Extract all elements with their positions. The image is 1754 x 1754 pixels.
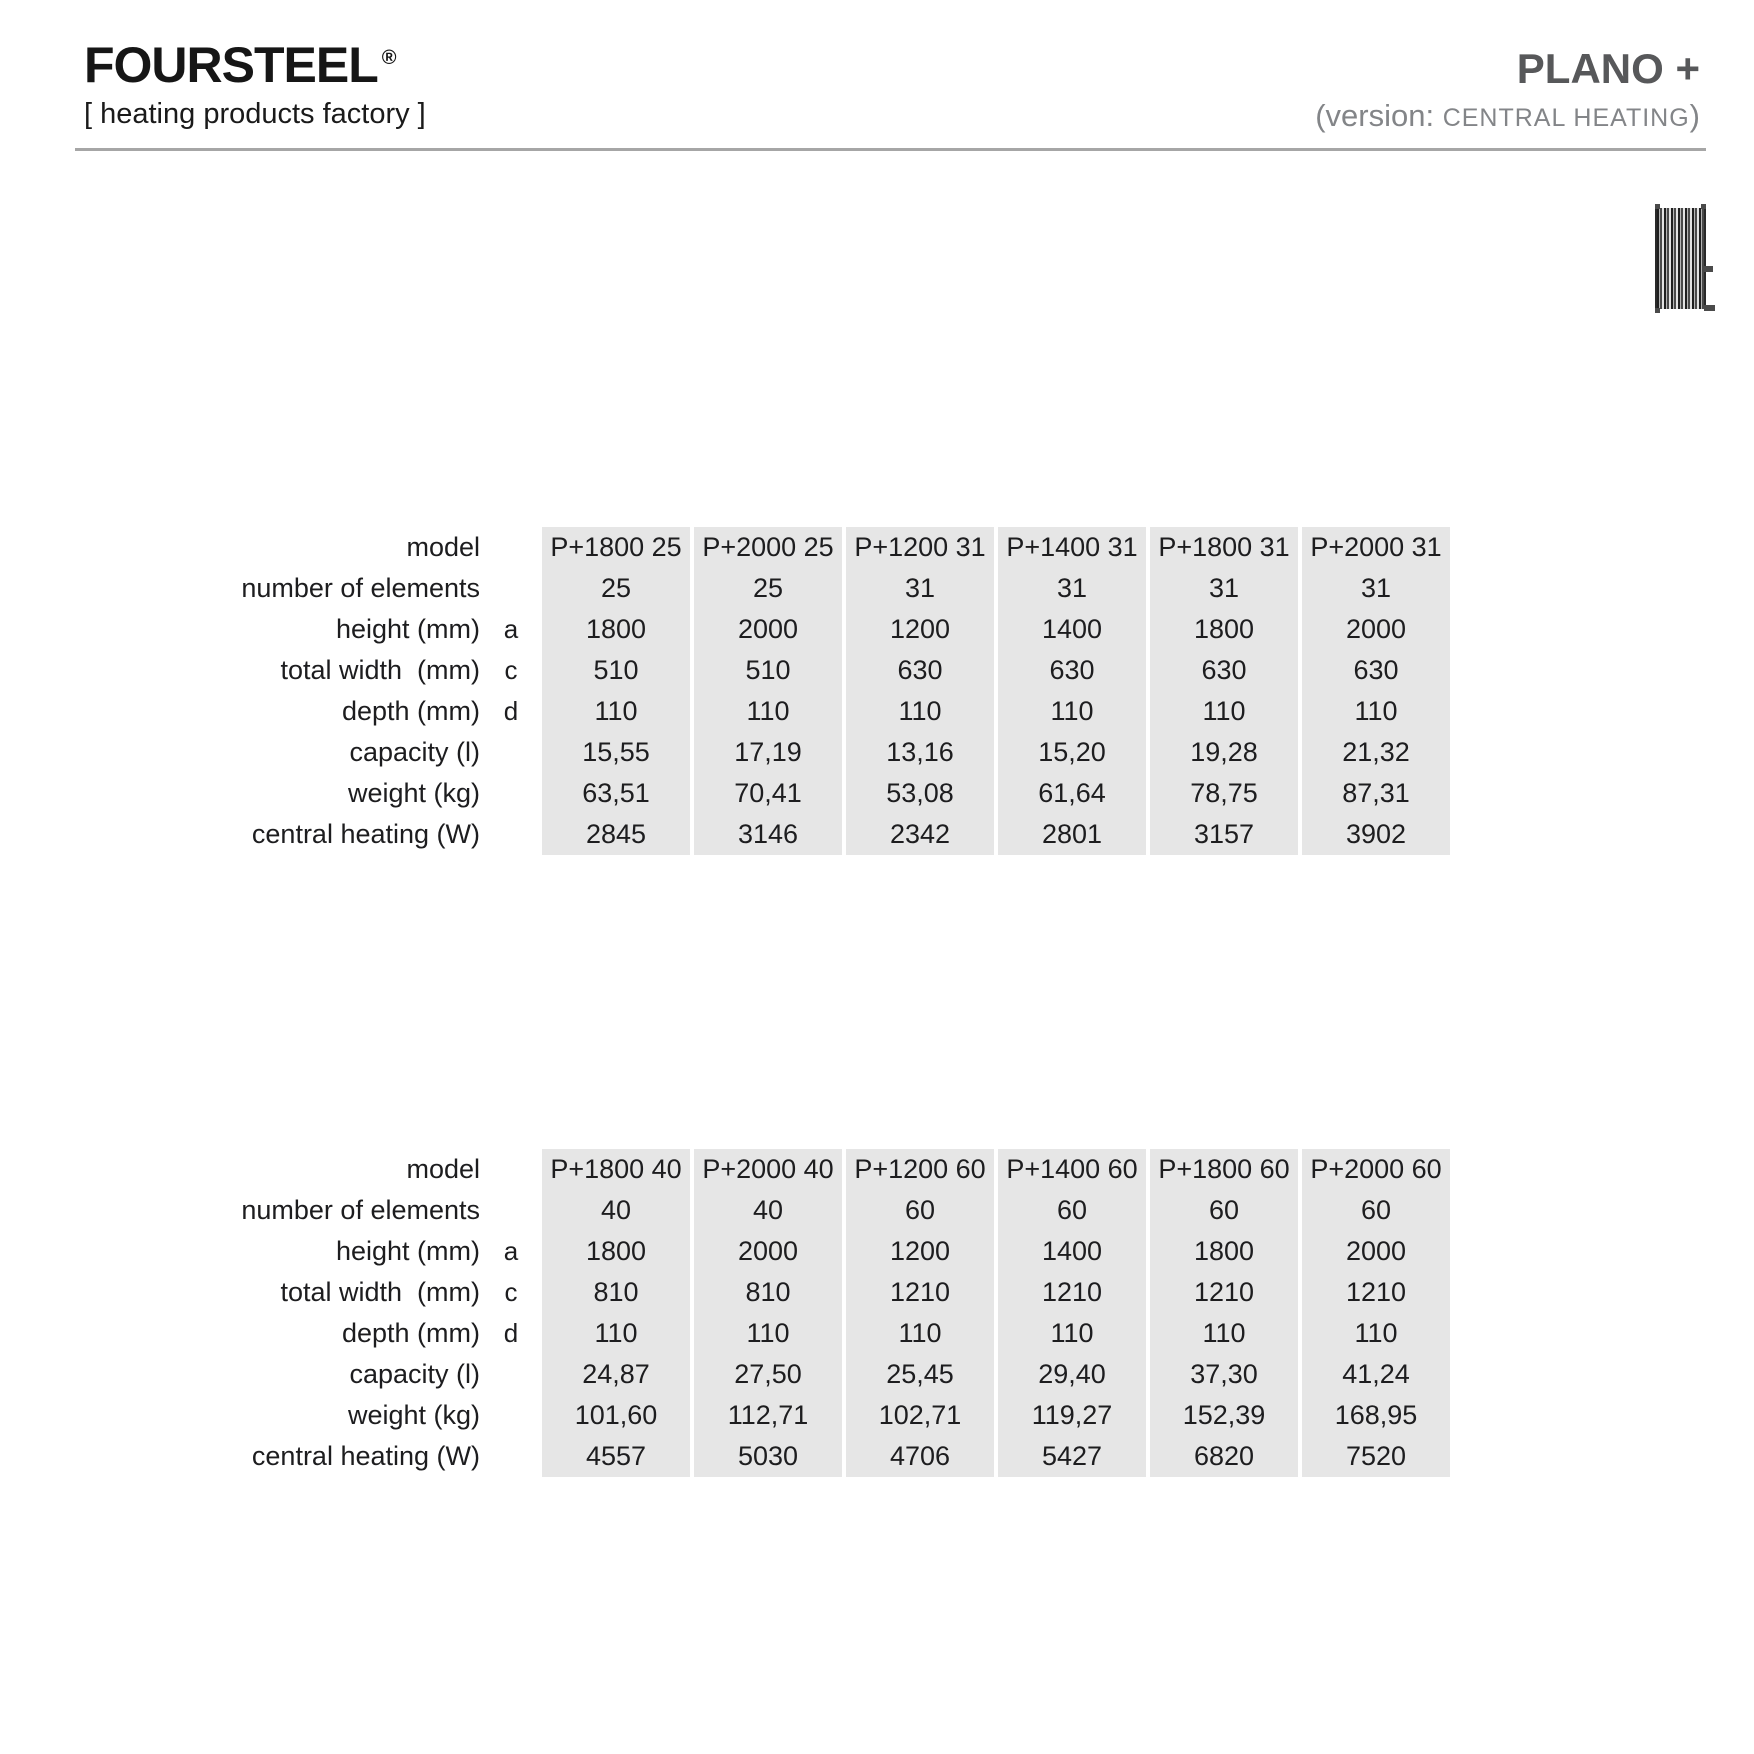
value-cell: 110 xyxy=(998,691,1150,732)
value-cell: 6820 xyxy=(1150,1436,1302,1477)
value-cell: 119,27 xyxy=(998,1395,1150,1436)
radiator-top-right-nub xyxy=(1701,204,1706,209)
value-cell: 78,75 xyxy=(1150,773,1302,814)
value-cell: 40 xyxy=(694,1190,846,1231)
value-cell: 70,41 xyxy=(694,773,846,814)
value-cell: 1800 xyxy=(1150,1231,1302,1272)
value-cell: 102,71 xyxy=(846,1395,998,1436)
value-cell: 630 xyxy=(998,650,1150,691)
brand-tagline: [ heating products factory ] xyxy=(84,98,426,130)
row-label: total width (mm) xyxy=(280,655,480,685)
value-cell: 1800 xyxy=(1150,609,1302,650)
value-cell: 2801 xyxy=(998,814,1150,855)
value-cell: 29,40 xyxy=(998,1354,1150,1395)
product-title-block xyxy=(1315,45,1700,133)
value-cell: 3902 xyxy=(1302,814,1454,855)
value-cell: 2342 xyxy=(846,814,998,855)
value-cell: 13,16 xyxy=(846,732,998,773)
value-cell: 15,55 xyxy=(542,732,694,773)
value-cell: 2000 xyxy=(694,1231,846,1272)
row-label: central heating (W) xyxy=(251,819,480,849)
value-cell: 110 xyxy=(1150,691,1302,732)
row-label: depth (mm) xyxy=(341,696,480,726)
value-cell: 1200 xyxy=(846,609,998,650)
value-cell: 31 xyxy=(998,568,1150,609)
value-cell: 4557 xyxy=(542,1436,694,1477)
value-cell: 60 xyxy=(998,1190,1150,1231)
row-label: number of elements xyxy=(241,573,480,603)
value-cell: 87,31 xyxy=(1302,773,1454,814)
row-label: height (mm) xyxy=(335,1236,480,1266)
value-cell: 61,64 xyxy=(998,773,1150,814)
value-cell: 5030 xyxy=(694,1436,846,1477)
value-cell: 1800 xyxy=(542,1231,694,1272)
value-cell: 1400 xyxy=(998,609,1150,650)
model-header-cell: P+1400 60 xyxy=(998,1149,1150,1190)
value-cell: 152,39 xyxy=(1150,1395,1302,1436)
value-cell: 60 xyxy=(846,1190,998,1231)
dimension-letter xyxy=(480,1395,542,1436)
row-label: model xyxy=(406,532,480,562)
dimension-letter xyxy=(480,527,542,568)
header-divider-rule xyxy=(75,148,1706,151)
value-cell: 63,51 xyxy=(542,773,694,814)
model-header-cell: P+1800 31 xyxy=(1150,527,1302,568)
value-cell: 2000 xyxy=(1302,609,1454,650)
value-cell: 19,28 xyxy=(1150,732,1302,773)
version-suffix: ) xyxy=(1689,98,1700,133)
value-cell: 510 xyxy=(694,650,846,691)
radiator-bottom-valve xyxy=(1704,305,1715,311)
model-header-cell: P+2000 25 xyxy=(694,527,846,568)
value-cell: 1210 xyxy=(1302,1272,1454,1313)
model-header-cell: P+1200 31 xyxy=(846,527,998,568)
version-line xyxy=(1315,100,1700,131)
version-value: CENTRAL HEATING xyxy=(1442,104,1690,132)
value-cell: 110 xyxy=(846,691,998,732)
value-cell: 1200 xyxy=(846,1231,998,1272)
model-header-cell: P+2000 60 xyxy=(1302,1149,1454,1190)
value-cell: 1800 xyxy=(542,609,694,650)
value-cell: 810 xyxy=(542,1272,694,1313)
value-cell: 110 xyxy=(1302,691,1454,732)
radiator-bottom-left-nub xyxy=(1655,308,1660,313)
spec-table-25-31 xyxy=(0,527,1454,855)
value-cell: 25,45 xyxy=(846,1354,998,1395)
model-header-cell: P+1800 60 xyxy=(1150,1149,1302,1190)
value-cell: 630 xyxy=(1302,650,1454,691)
row-label: central heating (W) xyxy=(251,1441,480,1471)
value-cell: 60 xyxy=(1302,1190,1454,1231)
value-cell: 1210 xyxy=(998,1272,1150,1313)
value-cell: 3157 xyxy=(1150,814,1302,855)
value-cell: 630 xyxy=(1150,650,1302,691)
value-cell: 40 xyxy=(542,1190,694,1231)
value-cell: 5427 xyxy=(998,1436,1150,1477)
value-cell: 25 xyxy=(694,568,846,609)
model-header-cell: P+1800 25 xyxy=(542,527,694,568)
registered-trademark-mark: ® xyxy=(381,47,396,69)
model-header-cell: P+1200 60 xyxy=(846,1149,998,1190)
value-cell: 168,95 xyxy=(1302,1395,1454,1436)
value-cell: 510 xyxy=(542,650,694,691)
value-cell: 31 xyxy=(846,568,998,609)
value-cell: 21,32 xyxy=(1302,732,1454,773)
dimension-letter xyxy=(480,1436,542,1477)
model-header-cell: P+1800 40 xyxy=(542,1149,694,1190)
spec-table-40-60 xyxy=(0,1149,1454,1477)
value-cell: 1400 xyxy=(998,1231,1150,1272)
dimension-letter xyxy=(480,814,542,855)
row-label: weight (kg) xyxy=(347,1400,480,1430)
value-cell: 101,60 xyxy=(542,1395,694,1436)
value-cell: 24,87 xyxy=(542,1354,694,1395)
model-header-cell: P+1400 31 xyxy=(998,527,1150,568)
value-cell: 110 xyxy=(1302,1313,1454,1354)
value-cell: 4706 xyxy=(846,1436,998,1477)
value-cell: 1210 xyxy=(1150,1272,1302,1313)
row-label: depth (mm) xyxy=(341,1318,480,1348)
model-header-cell: P+2000 31 xyxy=(1302,527,1454,568)
dimension-letter: d xyxy=(503,1318,519,1348)
dimension-letter: a xyxy=(503,614,519,644)
row-label: capacity (l) xyxy=(349,1359,480,1389)
dimension-letter xyxy=(480,1354,542,1395)
dimension-letter: a xyxy=(503,1236,519,1266)
value-cell: 60 xyxy=(1150,1190,1302,1231)
radiator-top-left-nub xyxy=(1655,204,1660,209)
value-cell: 110 xyxy=(998,1313,1150,1354)
dimension-letter xyxy=(480,773,542,814)
dimension-letter xyxy=(480,1149,542,1190)
brand-text: FOURSTEEL xyxy=(84,37,378,93)
value-cell: 110 xyxy=(542,1313,694,1354)
row-label: number of elements xyxy=(241,1195,480,1225)
brand-name xyxy=(84,37,426,93)
value-cell: 17,19 xyxy=(694,732,846,773)
value-cell: 53,08 xyxy=(846,773,998,814)
value-cell: 31 xyxy=(1302,568,1454,609)
value-cell: 7520 xyxy=(1302,1436,1454,1477)
value-cell: 110 xyxy=(846,1313,998,1354)
value-cell: 810 xyxy=(694,1272,846,1313)
value-cell: 110 xyxy=(1150,1313,1302,1354)
row-label: model xyxy=(406,1154,480,1184)
brand-logo xyxy=(84,37,426,131)
dimension-letter xyxy=(480,1190,542,1231)
model-header-cell: P+2000 40 xyxy=(694,1149,846,1190)
value-cell: 2000 xyxy=(694,609,846,650)
value-cell: 630 xyxy=(846,650,998,691)
row-label: total width (mm) xyxy=(280,1277,480,1307)
value-cell: 41,24 xyxy=(1302,1354,1454,1395)
value-cell: 3146 xyxy=(694,814,846,855)
product-title: PLANO + xyxy=(1516,45,1700,92)
value-cell: 25 xyxy=(542,568,694,609)
value-cell: 2845 xyxy=(542,814,694,855)
radiator-icon xyxy=(1655,208,1706,309)
dimension-letter xyxy=(480,568,542,609)
dimension-letter xyxy=(480,732,542,773)
value-cell: 110 xyxy=(694,1313,846,1354)
row-label: capacity (l) xyxy=(349,737,480,767)
row-label: height (mm) xyxy=(335,614,480,644)
value-cell: 1210 xyxy=(846,1272,998,1313)
value-cell: 110 xyxy=(694,691,846,732)
value-cell: 110 xyxy=(542,691,694,732)
value-cell: 2000 xyxy=(1302,1231,1454,1272)
radiator-middle-valve xyxy=(1704,266,1713,272)
value-cell: 31 xyxy=(1150,568,1302,609)
row-label: weight (kg) xyxy=(347,778,480,808)
version-prefix: (version: xyxy=(1315,98,1443,133)
value-cell: 112,71 xyxy=(694,1395,846,1436)
dimension-letter: c xyxy=(504,1277,518,1307)
dimension-letter: c xyxy=(504,655,518,685)
value-cell: 37,30 xyxy=(1150,1354,1302,1395)
dimension-letter: d xyxy=(503,696,519,726)
value-cell: 15,20 xyxy=(998,732,1150,773)
value-cell: 27,50 xyxy=(694,1354,846,1395)
